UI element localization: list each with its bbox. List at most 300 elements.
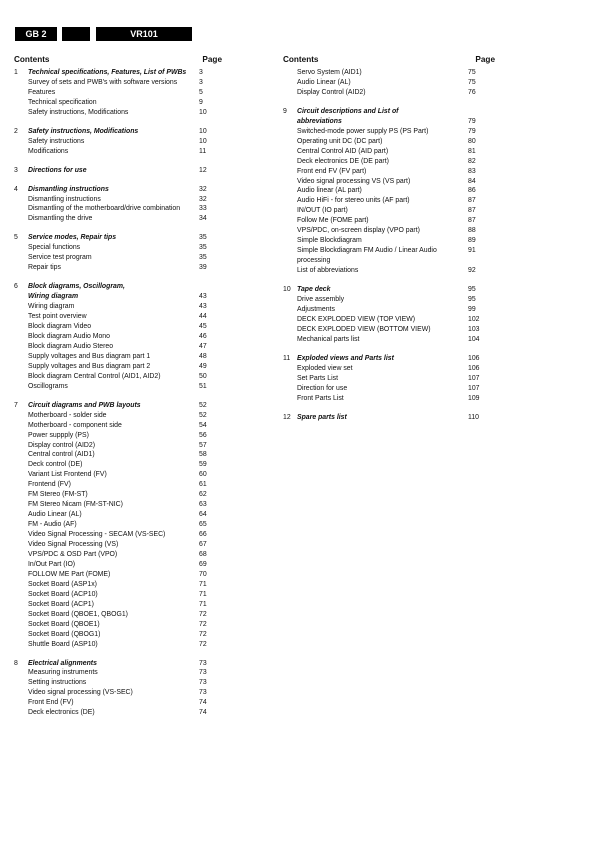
- toc-section-number: 3: [14, 166, 18, 174]
- toc-entry: [283, 325, 495, 335]
- toc-entry: [283, 216, 495, 226]
- toc-page-number: 63: [199, 501, 207, 509]
- toc-page-number: 107: [468, 384, 480, 392]
- toc-entry: [14, 263, 226, 273]
- toc-section: [14, 185, 226, 225]
- toc-entry-text: Front end FV (FV part): [297, 167, 367, 175]
- header-language-tab: GB 2: [15, 27, 57, 41]
- page-label: Page: [202, 55, 222, 64]
- toc-section-title: [14, 401, 226, 411]
- contents-column-right: [283, 54, 495, 423]
- toc-entry: [14, 421, 226, 431]
- toc-page-number: 70: [199, 570, 207, 578]
- toc-section-title: [14, 127, 226, 137]
- toc-entry: [283, 236, 495, 246]
- toc-entry: [14, 610, 226, 620]
- toc-entry: [14, 590, 226, 600]
- toc-entry: [283, 295, 495, 305]
- toc-section-title: [14, 68, 226, 78]
- toc-entry-text: Tape deck: [297, 286, 331, 294]
- toc-entry-text: Front Parts List: [297, 394, 344, 402]
- toc-section-number: 8: [14, 659, 18, 667]
- toc-entry: [14, 540, 226, 550]
- contents-heading: [283, 54, 495, 66]
- toc-entry-text: Socket Board (ASP1x): [28, 580, 97, 588]
- toc-page-number: 61: [199, 481, 207, 489]
- toc-entry: [14, 470, 226, 480]
- toc-entry-text: Dismantling instructions: [28, 195, 101, 203]
- toc-page-number: 84: [468, 177, 476, 185]
- toc-entry-text: FM Stereo (FM-ST): [28, 491, 88, 499]
- toc-entry-text: Adjustments: [297, 305, 335, 313]
- toc-entry: [14, 550, 226, 560]
- toc-entry-text: Display control (AID2): [28, 441, 96, 449]
- toc-page-number: 48: [199, 352, 207, 360]
- toc-page-number: 34: [199, 215, 207, 223]
- toc-section-number: 10: [283, 286, 291, 294]
- toc-page-number: 95: [468, 286, 476, 294]
- toc-entry-text: Dismantling the drive: [28, 215, 93, 223]
- toc-page-number: 43: [199, 303, 207, 311]
- toc-entry-text: Directions for use: [28, 166, 87, 174]
- toc-sections-left: [14, 68, 226, 718]
- toc-entry-text: Central control (AID1): [28, 451, 95, 459]
- toc-entry-text: Front End (FV): [28, 699, 74, 707]
- toc-entry-text: Block diagram Video: [28, 323, 92, 331]
- toc-page-number: 106: [468, 354, 480, 362]
- toc-page-number: 109: [468, 394, 480, 402]
- toc-page-number: 91: [468, 247, 476, 255]
- toc-entry-text: Mechanical parts list: [297, 335, 360, 343]
- toc-entry-text: Set Parts List: [297, 374, 338, 382]
- toc-entry-text: Repair tips: [28, 264, 61, 272]
- toc-entry: [14, 302, 226, 312]
- toc-page-number: 64: [199, 511, 207, 519]
- toc-entry: [14, 108, 226, 118]
- toc-section-number: 6: [14, 283, 18, 291]
- toc-page-number: 52: [199, 401, 207, 409]
- toc-page-number: 49: [199, 362, 207, 370]
- toc-page-number: 106: [468, 364, 480, 372]
- toc-page-number: 59: [199, 461, 207, 469]
- toc-entry-text: Follow Me (FOME part): [297, 217, 369, 225]
- toc-entry: [14, 530, 226, 540]
- toc-entry: [14, 570, 226, 580]
- toc-page-number: 46: [199, 332, 207, 340]
- toc-entry-text: Video signal processing VS (VS part): [297, 177, 411, 185]
- toc-page-number: 10: [199, 137, 207, 145]
- toc-entry: [14, 600, 226, 610]
- toc-entry: [14, 322, 226, 332]
- toc-entry: [14, 88, 226, 98]
- toc-entry-text: Audio Linear (AL): [297, 78, 351, 86]
- toc-entry-text: Measuring instruments: [28, 669, 98, 677]
- toc-entry: [283, 196, 495, 206]
- toc-page-number: 65: [199, 521, 207, 529]
- toc-entry: [283, 226, 495, 236]
- toc-page-number: 33: [199, 205, 207, 213]
- toc-page-number: 68: [199, 550, 207, 558]
- toc-entry: [14, 342, 226, 352]
- toc-page-number: 72: [199, 620, 207, 628]
- toc-entry: [14, 204, 226, 214]
- toc-entry-text: Operating unit DC (DC part): [297, 137, 383, 145]
- toc-entry: [14, 620, 226, 630]
- toc-entry: [14, 312, 226, 322]
- toc-page-number: 79: [468, 117, 476, 125]
- toc-entry-text: In/Out Part (IO): [28, 560, 76, 568]
- toc-entry-text: Motherboard - component side: [28, 421, 122, 429]
- toc-entry: [283, 167, 495, 177]
- toc-entry: [14, 678, 226, 688]
- header-blank-tab: [62, 27, 90, 41]
- toc-page-number: 9: [199, 98, 203, 106]
- toc-section-title: [14, 292, 226, 302]
- toc-entry-text: DECK EXPLODED VIEW (BOTTOM VIEW): [297, 325, 431, 333]
- toc-entry-text: FM Stereo Nicam (FM-ST-NIC): [28, 501, 123, 509]
- contents-heading: [14, 54, 226, 66]
- toc-entry-text: Circuit descriptions and List of: [297, 107, 399, 115]
- toc-entry: [14, 98, 226, 108]
- toc-page-number: 75: [468, 78, 476, 86]
- toc-section-title: [14, 233, 226, 243]
- toc-entry: [14, 332, 226, 342]
- toc-page-number: 50: [199, 372, 207, 380]
- toc-page-number: 11: [199, 147, 207, 155]
- toc-entry: [283, 127, 495, 137]
- toc-section: [14, 127, 226, 157]
- toc-entry: [283, 88, 495, 98]
- toc-entry-text: Socket Board (ACP1): [28, 600, 94, 608]
- contents-label: Contents: [14, 55, 50, 64]
- toc-entry-text: Block diagrams, Oscillogram,: [28, 283, 125, 291]
- toc-section-number: 2: [14, 127, 18, 135]
- toc-entry: [14, 668, 226, 678]
- toc-page-number: 95: [468, 296, 476, 304]
- toc-entry: [14, 352, 226, 362]
- toc-page-number: 72: [199, 610, 207, 618]
- toc-entry-text: Test point overview: [28, 313, 87, 321]
- toc-page-number: 79: [468, 127, 476, 135]
- toc-page-number: 89: [468, 237, 476, 245]
- toc-page-number: 69: [199, 560, 207, 568]
- toc-entry: [283, 177, 495, 187]
- toc-section-number: 4: [14, 185, 18, 193]
- toc-entry-text: Simple Blockdiagram FM Audio / Linear Audio processing: [297, 247, 437, 265]
- toc-entry-text: Frontend (FV): [28, 481, 71, 489]
- toc-entry-text: Dismantling of the motherboard/drive combination: [28, 205, 181, 213]
- toc-page-number: 76: [468, 88, 476, 96]
- toc-entry: [283, 186, 495, 196]
- toc-page-number: 73: [199, 689, 207, 697]
- toc-page-number: 82: [468, 157, 476, 165]
- contents-label: Contents: [283, 55, 319, 64]
- toc-section: [283, 354, 495, 404]
- toc-entry-text: Power suppply (PS): [28, 431, 89, 439]
- toc-section: [283, 285, 495, 345]
- toc-entry: [283, 394, 495, 404]
- toc-entry-text: VPS/PDC & OSD Part (VPO): [28, 550, 118, 558]
- toc-entry-text: Audio linear (AL part): [297, 187, 362, 195]
- toc-entry-text: Direction for use: [297, 384, 348, 392]
- toc-page-number: 60: [199, 471, 207, 479]
- toc-entry: [283, 384, 495, 394]
- toc-page-number: 10: [199, 108, 207, 116]
- toc-entry: [14, 560, 226, 570]
- toc-entry: [14, 708, 226, 718]
- toc-page-number: 52: [199, 411, 207, 419]
- toc-entry: [14, 147, 226, 157]
- toc-entry-text: Drive assembly: [297, 296, 345, 304]
- toc-entry: [283, 315, 495, 325]
- toc-entry: [14, 450, 226, 460]
- toc-entry-text: Block diagram Audio Mono: [28, 332, 110, 340]
- toc-entry: [14, 372, 226, 382]
- contents-column-left: [14, 54, 226, 718]
- toc-page-number: 54: [199, 421, 207, 429]
- toc-section-number: 7: [14, 401, 18, 409]
- toc-page-number: 74: [199, 699, 207, 707]
- toc-section: [14, 659, 226, 719]
- toc-entry-text: Service modes, Repair tips: [28, 234, 117, 242]
- toc-entry-text: Variant List Frontend (FV): [28, 471, 107, 479]
- toc-entry-text: Supply voltages and Bus diagram part 2: [28, 362, 151, 370]
- toc-entry-text: Video Signal Processing - SECAM (VS-SEC): [28, 531, 166, 539]
- toc-entry: [14, 480, 226, 490]
- toc-entry: [14, 580, 226, 590]
- toc-entry-text: Video Signal Processing (VS): [28, 541, 119, 549]
- toc-entry: [14, 137, 226, 147]
- toc-page-number: 45: [199, 323, 207, 331]
- toc-section-title: [14, 185, 226, 195]
- toc-page-number: 87: [468, 197, 476, 205]
- toc-entry-text: Block diagram Audio Stereo: [28, 342, 114, 350]
- toc-page-number: 88: [468, 227, 476, 235]
- toc-entry-text: Exploded views and Parts list: [297, 354, 394, 362]
- toc-page-number: 44: [199, 313, 207, 321]
- toc-sections-right: [283, 68, 495, 423]
- toc-entry: [14, 688, 226, 698]
- toc-entry-text: Wiring diagram: [28, 303, 75, 311]
- toc-page-number: 12: [199, 166, 207, 174]
- toc-entry: [14, 460, 226, 470]
- toc-page-number: 72: [199, 630, 207, 638]
- toc-entry: [283, 78, 495, 88]
- toc-page-number: 56: [199, 431, 207, 439]
- toc-entry-text: Simple Blockdiagram: [297, 237, 362, 245]
- toc-page-number: 73: [199, 659, 207, 667]
- page-label: Page: [475, 55, 495, 64]
- toc-page-number: 75: [468, 69, 476, 76]
- toc-section: [14, 401, 226, 650]
- toc-entry: [14, 214, 226, 224]
- toc-entry: [283, 374, 495, 384]
- toc-page-number: 80: [468, 137, 476, 145]
- toc-section-title: [283, 354, 495, 364]
- toc-entry: [14, 195, 226, 205]
- toc-page-number: 32: [199, 185, 207, 193]
- toc-entry: [14, 698, 226, 708]
- toc-entry-text: VPS/PDC, on-screen display (VPO part): [297, 227, 420, 235]
- toc-section-title: [283, 117, 495, 127]
- toc-entry: [14, 510, 226, 520]
- toc-entry-text: Deck control (DE): [28, 461, 83, 469]
- toc-entry-text: Dismantling instructions: [28, 185, 109, 193]
- toc-section-title: [283, 285, 495, 295]
- toc-page-number: 51: [199, 382, 207, 390]
- toc-entry-text: Socket Board (QBOG1): [28, 630, 101, 638]
- toc-entry: [283, 147, 495, 157]
- toc-page-number: 83: [468, 167, 476, 175]
- toc-entry-text: Setting instructions: [28, 679, 87, 687]
- toc-section: [14, 68, 226, 118]
- toc-entry-text: Service test program: [28, 254, 92, 262]
- toc-page-number: 58: [199, 451, 207, 459]
- toc-page-number: 102: [468, 315, 480, 323]
- toc-page-number: 62: [199, 491, 207, 499]
- toc-entry-text: FM - Audio (AF): [28, 521, 77, 529]
- toc-entry-text: Video signal processing (VS-SEC): [28, 689, 133, 697]
- toc-page-number: 99: [468, 305, 476, 313]
- toc-entry: [283, 266, 495, 276]
- toc-entry: [14, 520, 226, 530]
- toc-entry: [14, 243, 226, 253]
- toc-page-number: 47: [199, 342, 207, 350]
- toc-entry-text: Shuttle Board (ASP10): [28, 640, 98, 648]
- toc-section: [283, 107, 495, 276]
- toc-page-number: 57: [199, 441, 207, 449]
- toc-section-number: 11: [283, 354, 291, 362]
- toc-entry: [283, 364, 495, 374]
- toc-page-number: 3: [199, 78, 203, 86]
- toc-page-number: 3: [199, 69, 203, 76]
- toc-entry-text: Electrical alignments: [28, 659, 97, 667]
- toc-entry-text: Socket Board (ACP10): [28, 590, 98, 598]
- toc-page-number: 87: [468, 217, 476, 225]
- toc-entry: [14, 441, 226, 451]
- toc-entry-text: Oscillograms: [28, 382, 68, 390]
- toc-section-number: 9: [283, 107, 287, 115]
- toc-page-number: 86: [468, 187, 476, 195]
- toc-entry: [14, 500, 226, 510]
- toc-entry-text: Block diagram Central Control (AID1, AID2): [28, 372, 161, 380]
- toc-entry: [283, 206, 495, 216]
- toc-entry-text: Central Control AID (AID part): [297, 147, 389, 155]
- toc-entry: [283, 157, 495, 167]
- toc-page-number: 92: [468, 267, 476, 275]
- toc-entry-text: Safety instructions, Modifications: [28, 127, 139, 135]
- toc-entry: [14, 640, 226, 650]
- toc-entry-text: Features: [28, 88, 56, 96]
- toc-entry: [14, 382, 226, 392]
- header-model-tab: VR101: [96, 27, 192, 41]
- toc-section: [14, 282, 226, 391]
- toc-section: [283, 68, 495, 98]
- toc-page-number: 10: [199, 127, 207, 135]
- toc-entry-text: Deck electronics DE (DE part): [297, 157, 389, 165]
- toc-entry-text: Circuit diagrams and PWB layouts: [28, 401, 141, 409]
- toc-entry-text: Special functions: [28, 244, 81, 252]
- toc-section-title: [14, 659, 226, 669]
- toc-page-number: 103: [468, 325, 480, 333]
- toc-section-number: 1: [14, 69, 18, 76]
- toc-section: [14, 233, 226, 273]
- toc-entry-text: Spare parts list: [297, 413, 347, 421]
- toc-entry: [283, 68, 495, 78]
- toc-entry: [14, 253, 226, 263]
- toc-entry: [14, 78, 226, 88]
- toc-page-number: 81: [468, 147, 476, 155]
- toc-entry-text: Technical specifications, Features, List of PWBs: [28, 69, 187, 76]
- toc-entry-text: Supply voltages and Bus diagram part 1: [28, 352, 151, 360]
- toc-entry: [14, 431, 226, 441]
- toc-page-number: 71: [199, 590, 207, 598]
- toc-entry: [283, 335, 495, 345]
- toc-section-title: [14, 166, 226, 176]
- toc-entry-text: Safety instructions: [28, 137, 85, 145]
- toc-entry-text: DECK EXPLODED VIEW (TOP VIEW): [297, 315, 416, 323]
- toc-section-number: 12: [283, 413, 291, 421]
- toc-page-number: 66: [199, 531, 207, 539]
- toc-entry-text: Safety instructions, Modifications: [28, 108, 129, 116]
- toc-page-number: 73: [199, 669, 207, 677]
- toc-page-number: 110: [468, 413, 479, 421]
- toc-entry-text: Modifications: [28, 147, 69, 155]
- toc-page-number: 39: [199, 264, 207, 272]
- toc-page-number: 71: [199, 600, 207, 608]
- toc-entry-text: Audio HiFi - for stereo units (AF part): [297, 197, 410, 205]
- toc-page-number: 67: [199, 541, 207, 549]
- toc-page-number: 73: [199, 679, 207, 687]
- toc-entry-text: Technical specification: [28, 98, 97, 106]
- toc-entry-text: Audio Linear (AL): [28, 511, 82, 519]
- toc-page-number: 87: [468, 207, 476, 215]
- toc-page-number: 5: [199, 88, 203, 96]
- toc-entry: [14, 362, 226, 372]
- toc-section: [283, 413, 495, 423]
- toc-section-title: [283, 413, 495, 423]
- toc-entry-text: FOLLOW ME Part (FOME): [28, 570, 111, 578]
- toc-entry: [14, 411, 226, 421]
- toc-page-number: 107: [468, 374, 480, 382]
- toc-section-title: [283, 107, 495, 117]
- toc-page-number: 74: [199, 709, 207, 717]
- toc-page-number: 104: [468, 335, 480, 343]
- toc-page-number: 32: [199, 195, 207, 203]
- toc-page-number: 43: [199, 293, 207, 301]
- toc-page-number: 72: [199, 640, 207, 648]
- toc-entry-text: Socket Board (QBOE1): [28, 620, 100, 628]
- toc-entry-text: abbreviations: [297, 117, 342, 125]
- toc-entry: [14, 630, 226, 640]
- toc-entry-text: Switched-mode power supply PS (PS Part): [297, 127, 429, 135]
- toc-entry-text: Deck electronics (DE): [28, 709, 95, 717]
- toc-entry-text: Survey of sets and PWB's with software versions: [28, 78, 178, 86]
- toc-entry-text: Motherboard - solder side: [28, 411, 107, 419]
- toc-page-number: 35: [199, 244, 207, 252]
- toc-entry-text: Wiring diagram: [28, 293, 79, 301]
- toc-section-title: [14, 282, 226, 292]
- toc-entry-text: IN/OUT (IO part): [297, 207, 348, 215]
- toc-page-number: 35: [199, 254, 207, 262]
- toc-entry-text: Display Control (AID2): [297, 88, 366, 96]
- toc-entry: [14, 490, 226, 500]
- toc-entry: [283, 246, 495, 266]
- toc-section-number: 5: [14, 234, 18, 242]
- toc-entry-text: List of abbreviations: [297, 267, 359, 275]
- toc-page-number: 35: [199, 234, 207, 242]
- toc-entry-text: Socket Board (QBOE1, QBOG1): [28, 610, 128, 618]
